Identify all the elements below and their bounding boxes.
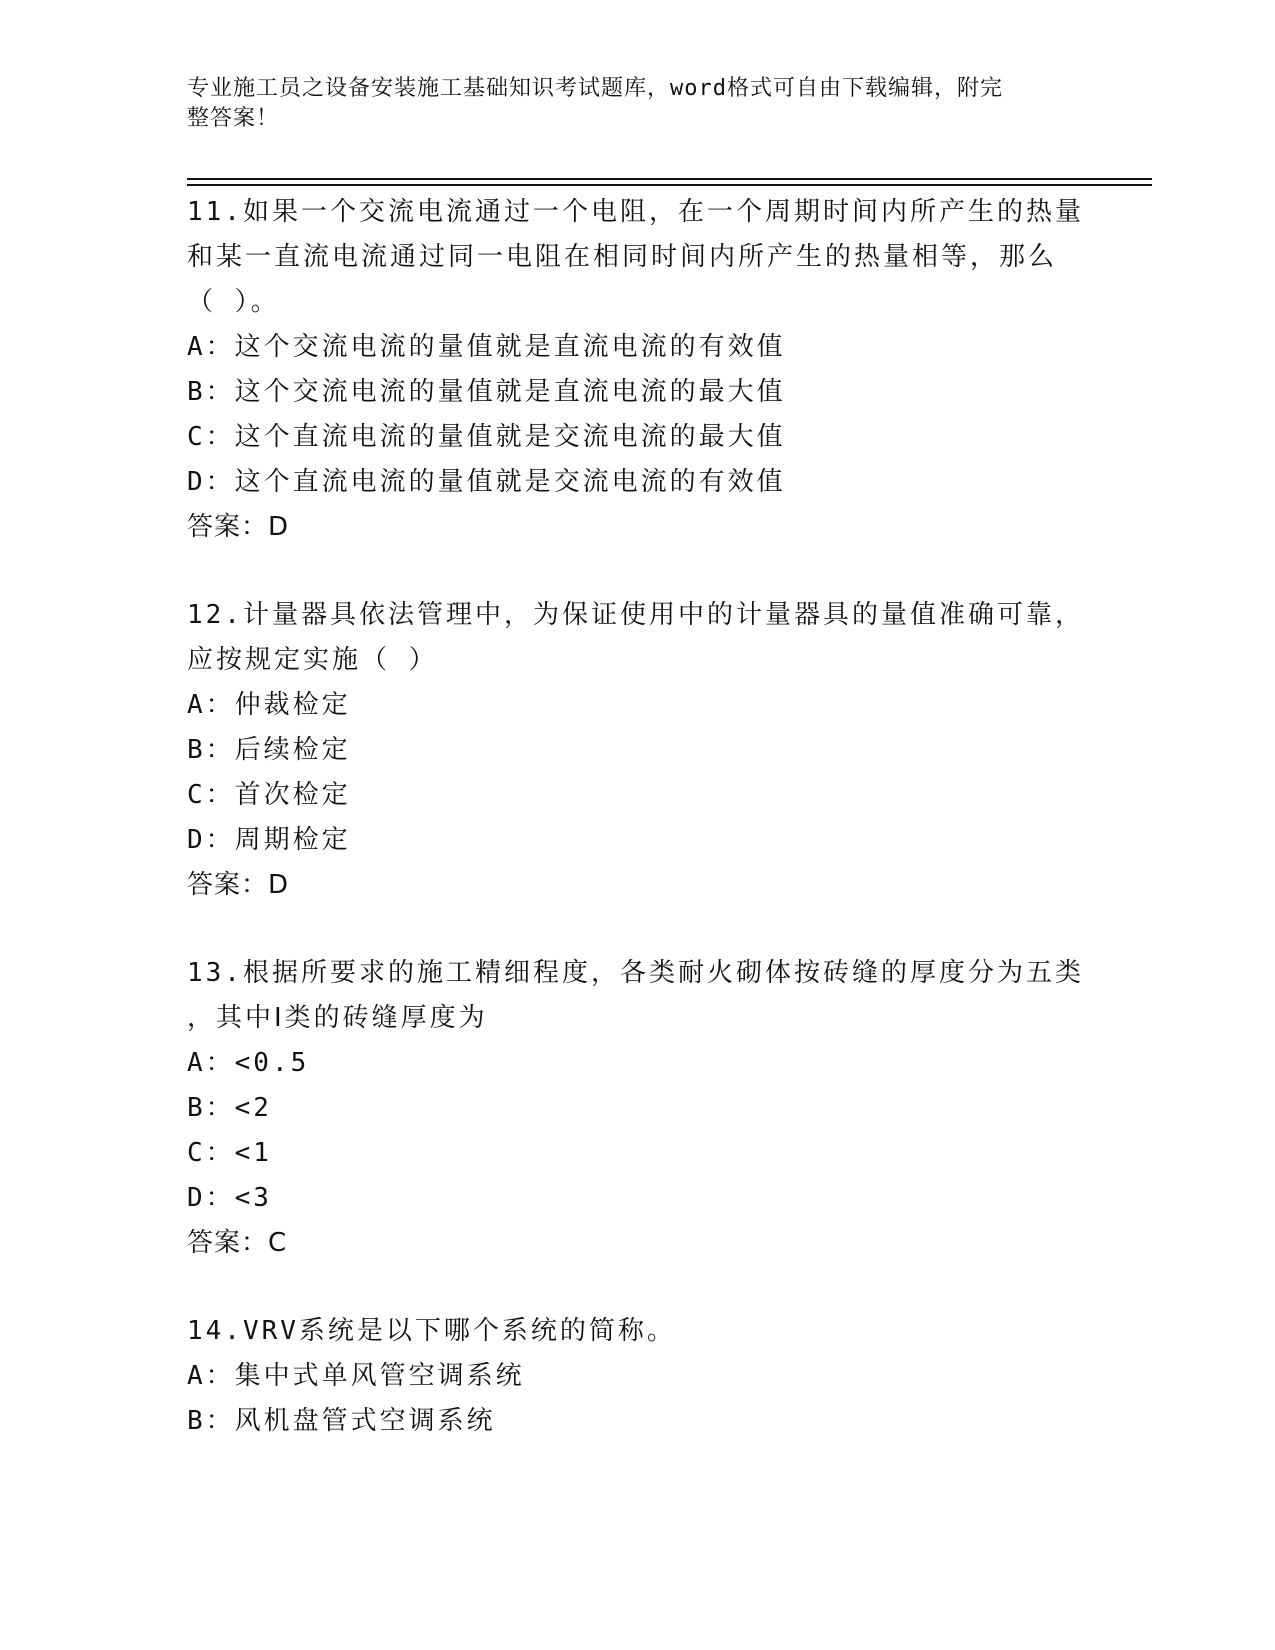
document-header [187,74,1067,134]
question-stem [187,190,1087,325]
answer-text: 答案：D [187,512,290,542]
question-stem [187,1309,1087,1354]
option-d: D：周期检定 [187,825,351,855]
stem-line: 应按规定实施（ ） [187,645,438,675]
option-a: A：集中式单风管空调系统 [187,1361,525,1391]
header-line-1: 专业施工员之设备安装施工基础知识考试题库，word格式可自由下载编辑，附完 [187,76,1003,101]
stem-line: 13.根据所要求的施工精细程度，各类耐火砌体按砖缝的厚度分为五类 [187,958,1084,988]
option-a: A：这个交流电流的量值就是直流电流的有效值 [187,332,786,362]
header-divider-top [187,178,1152,180]
stem-line: （ ）。 [187,287,280,317]
option-c: C：<1 [187,1138,272,1168]
answer-text: 答案：D [187,870,290,900]
option-c: C：这个直流电流的量值就是交流电流的最大值 [187,422,786,452]
header-line-2: 整答案！ [187,106,280,131]
question-stem [187,593,1087,683]
stem-line: 12.计量器具依法管理中，为保证使用中的计量器具的量值准确可靠， [187,600,1084,630]
option-b: B：风机盘管式空调系统 [187,1406,496,1436]
question-12 [187,593,1087,908]
stem-line: 和某一直流电流通过同一电阻在相同时间内所产生的热量相等，那么 [187,242,1058,272]
question-list [187,190,1087,1487]
option-b: B：后续检定 [187,735,351,765]
answer-text: 答案：C [187,1228,288,1258]
stem-line: ，其中Ⅰ类的砖缝厚度为 [187,1003,488,1033]
header-divider-bottom [187,184,1152,186]
option-b: B：<2 [187,1093,272,1123]
question-13 [187,951,1087,1266]
question-stem [187,951,1087,1041]
option-d: D：<3 [187,1183,272,1213]
option-a: A：仲裁检定 [187,690,351,720]
stem-line: 14.VRV系统是以下哪个系统的简称。 [187,1316,676,1346]
option-d: D：这个直流电流的量值就是交流电流的有效值 [187,467,786,497]
option-b: B：这个交流电流的量值就是直流电流的最大值 [187,377,786,407]
question-11 [187,190,1087,550]
question-14 [187,1309,1087,1444]
option-a: A：<0.5 [187,1048,310,1078]
option-c: C：首次检定 [187,780,351,810]
stem-line: 11.如果一个交流电流通过一个电阻，在一个周期时间内所产生的热量 [187,197,1084,227]
